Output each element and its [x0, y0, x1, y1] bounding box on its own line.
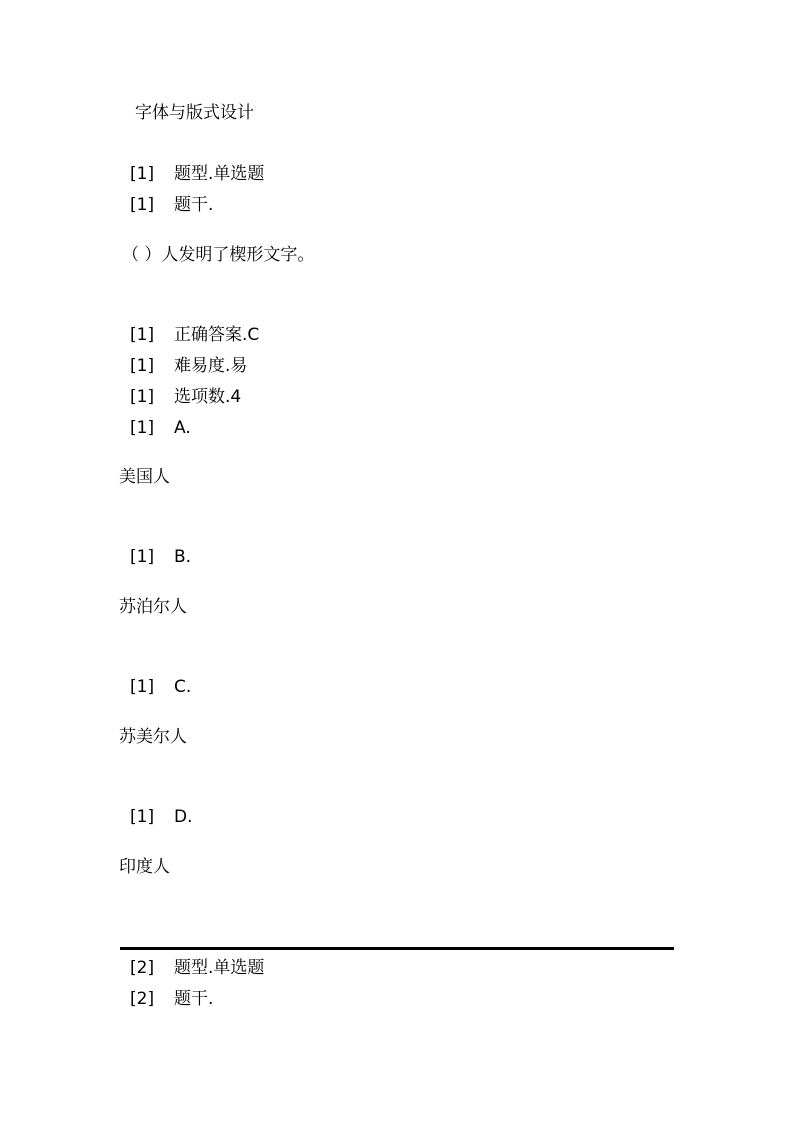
q1-difficulty-label: 难易度.易 — [174, 356, 248, 376]
q1-option-b-label: B. — [174, 547, 192, 567]
q1-answer-label: 正确答案.C — [174, 325, 260, 345]
q1-option-b-tag: [1] — [130, 547, 155, 567]
q1-stem-label: 题干. — [174, 195, 214, 215]
q1-stem-tag: [1] — [130, 195, 155, 215]
q1-option-b-text: 苏泊尔人 — [119, 597, 187, 617]
document-title: 字体与版式设计 — [135, 103, 254, 123]
q1-option-count-tag: [1] — [130, 387, 155, 407]
q1-option-c-text: 苏美尔人 — [119, 727, 187, 747]
q1-option-c-label: C. — [174, 677, 192, 697]
q1-option-a-label: A. — [174, 418, 191, 438]
q1-option-d-text: 印度人 — [119, 857, 170, 877]
q1-option-a-text: 美国人 — [119, 467, 170, 487]
q2-type-tag: [2] — [130, 958, 155, 978]
q1-option-count-label: 选项数.4 — [174, 387, 242, 407]
q2-stem-tag: [2] — [130, 989, 155, 1009]
q2-stem-label: 题干. — [174, 989, 214, 1009]
q1-option-d-label: D. — [174, 807, 193, 827]
q1-type-tag: [1] — [130, 164, 155, 184]
q1-option-c-tag: [1] — [130, 677, 155, 697]
q1-answer-tag: [1] — [130, 325, 155, 345]
q1-type-label: 题型.单选题 — [174, 164, 265, 184]
q2-type-label: 题型.单选题 — [174, 958, 265, 978]
q1-option-d-tag: [1] — [130, 807, 155, 827]
question-separator-rule — [120, 947, 674, 950]
q1-option-a-tag: [1] — [130, 418, 155, 438]
q1-difficulty-tag: [1] — [130, 356, 155, 376]
q1-stem-text: （ ）人发明了楔形文字。 — [122, 245, 315, 265]
